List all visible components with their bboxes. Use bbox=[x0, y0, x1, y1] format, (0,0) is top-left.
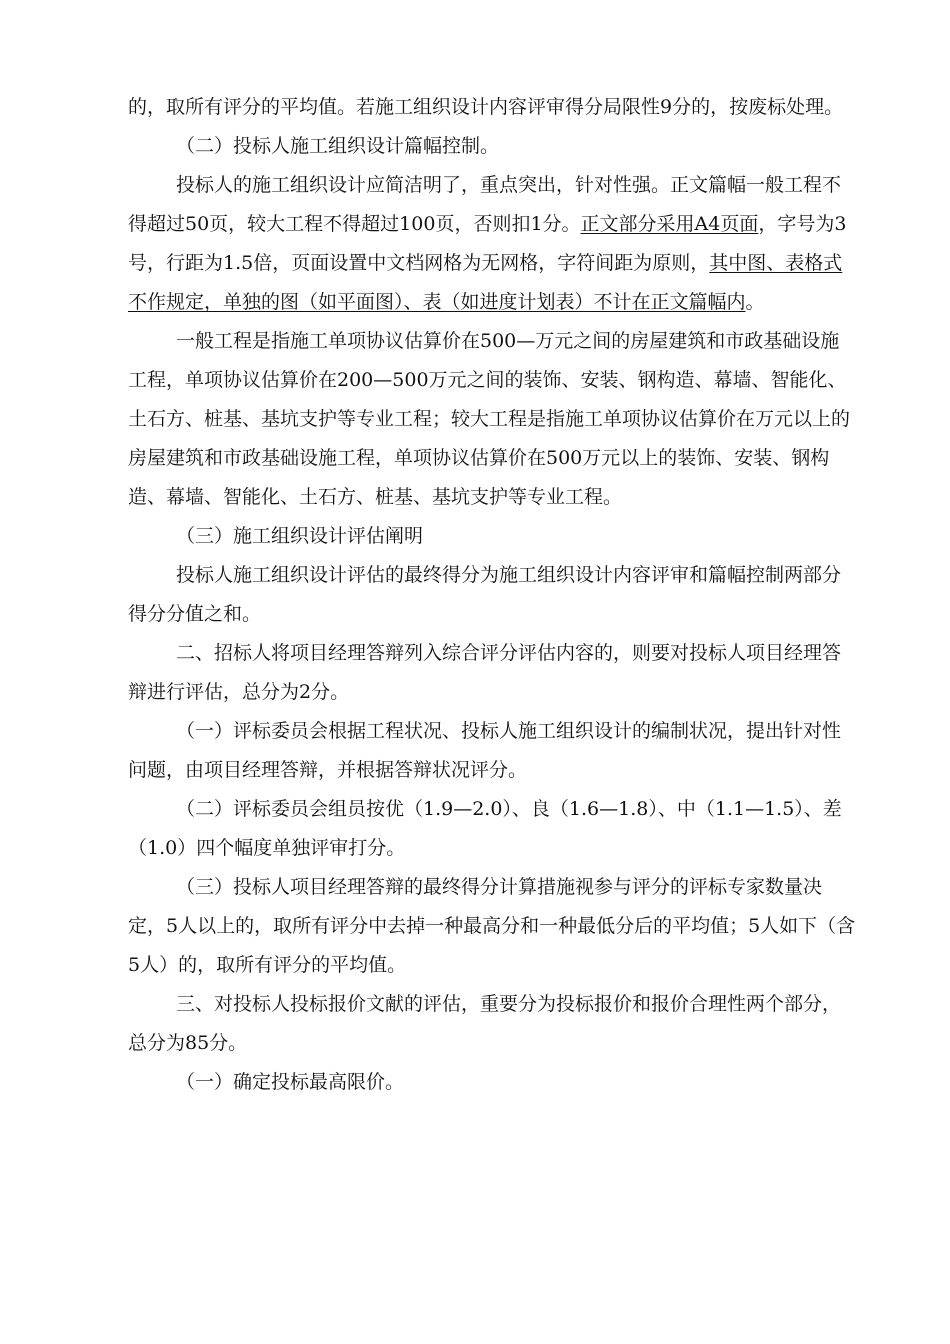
paragraph-defense-calculation bbox=[128, 868, 858, 985]
subsection-heading bbox=[128, 1063, 858, 1102]
paragraph-text: 投标人的施工组织设计应简洁明了，重点突出，针对性强。正文篇幅一般工程不得超过50页，较大工程不得超过100页，否则扣1分。 bbox=[128, 174, 842, 235]
paragraph-text: ，字号为3号，行距为1.5倍，页面设置中文档网格为无网格，字符间距为原则， bbox=[128, 213, 847, 274]
paragraph-project-definition bbox=[128, 322, 858, 517]
section-heading-bid-price bbox=[128, 985, 858, 1063]
underlined-text: 其中图、表格式不作规定，单独的图（如平面图）、表（如进度计划表）不计在正文篇幅内 bbox=[128, 252, 843, 313]
underlined-text: 正文部分采用A4页面 bbox=[580, 213, 759, 235]
subsection-heading bbox=[128, 127, 858, 166]
paragraph-continuation bbox=[128, 88, 858, 127]
paragraph-text: （三）投标人项目经理答辩的最终得分计算措施视参与评分的评标专家数量决定，5人以上的，取所有评分中去掉一种最高分和一种最低分后的平均值；5人如下（含5人）的，取所有评分的平均值。 bbox=[128, 876, 856, 976]
paragraph-text: （二）评标委员会组员按优（1.9—2.0）、良（1.6—1.8）、中（1.1—1.5）、差（1.0）四个幅度单独评审打分。 bbox=[128, 798, 842, 859]
heading-text: （一）确定投标最高限价。 bbox=[176, 1071, 405, 1093]
paragraph-length-control bbox=[128, 166, 858, 322]
section-heading-defense bbox=[128, 634, 858, 712]
paragraph-text: 投标人施工组织设计评估的最终得分为施工组织设计内容评审和篇幅控制两部分得分分值之和。 bbox=[128, 564, 842, 625]
paragraph-text: （一）评标委员会根据工程状况、投标人施工组织设计的编制状况，提出针对性问题，由项目经理答辩，并根据答辩状况评分。 bbox=[128, 720, 842, 781]
heading-text: 三、对投标人投标报价文献的评估，重要分为投标报价和报价合理性两个部分，总分为85分。 bbox=[128, 993, 842, 1054]
subsection-heading bbox=[128, 517, 858, 556]
paragraph-text: 一般工程是指施工单项协议估算价在500—万元之间的房屋建筑和市政基础设施工程，单项协议估算价在200—500万元之间的装饰、安装、钢构造、幕墙、智能化、土石方、桩基、基坑支护等专业工程；较大工程是指施工单项协议估算价在万元以上的房屋建筑和市政基础设施工程，单项协议估算价在500万元以上的装饰、安装、钢构造、幕墙、智能化、土石方、桩基、基坑支护等专业工程。 bbox=[128, 330, 851, 508]
paragraph-defense-questions bbox=[128, 712, 858, 790]
paragraph-final-score bbox=[128, 556, 858, 634]
heading-text: 二、招标人将项目经理答辩列入综合评分评估内容的，则要对投标人项目经理答辩进行评估，总分为2分。 bbox=[128, 642, 842, 703]
document-body bbox=[128, 88, 858, 1102]
heading-text: （三）施工组织设计评估阐明 bbox=[176, 525, 424, 547]
heading-text: （二）投标人施工组织设计篇幅控制。 bbox=[176, 135, 500, 157]
paragraph-text: 的，取所有评分的平均值。若施工组织设计内容评审得分局限性9分的，按废标处理。 bbox=[128, 96, 844, 118]
paragraph-defense-grades bbox=[128, 790, 858, 868]
paragraph-text: 。 bbox=[745, 291, 765, 313]
